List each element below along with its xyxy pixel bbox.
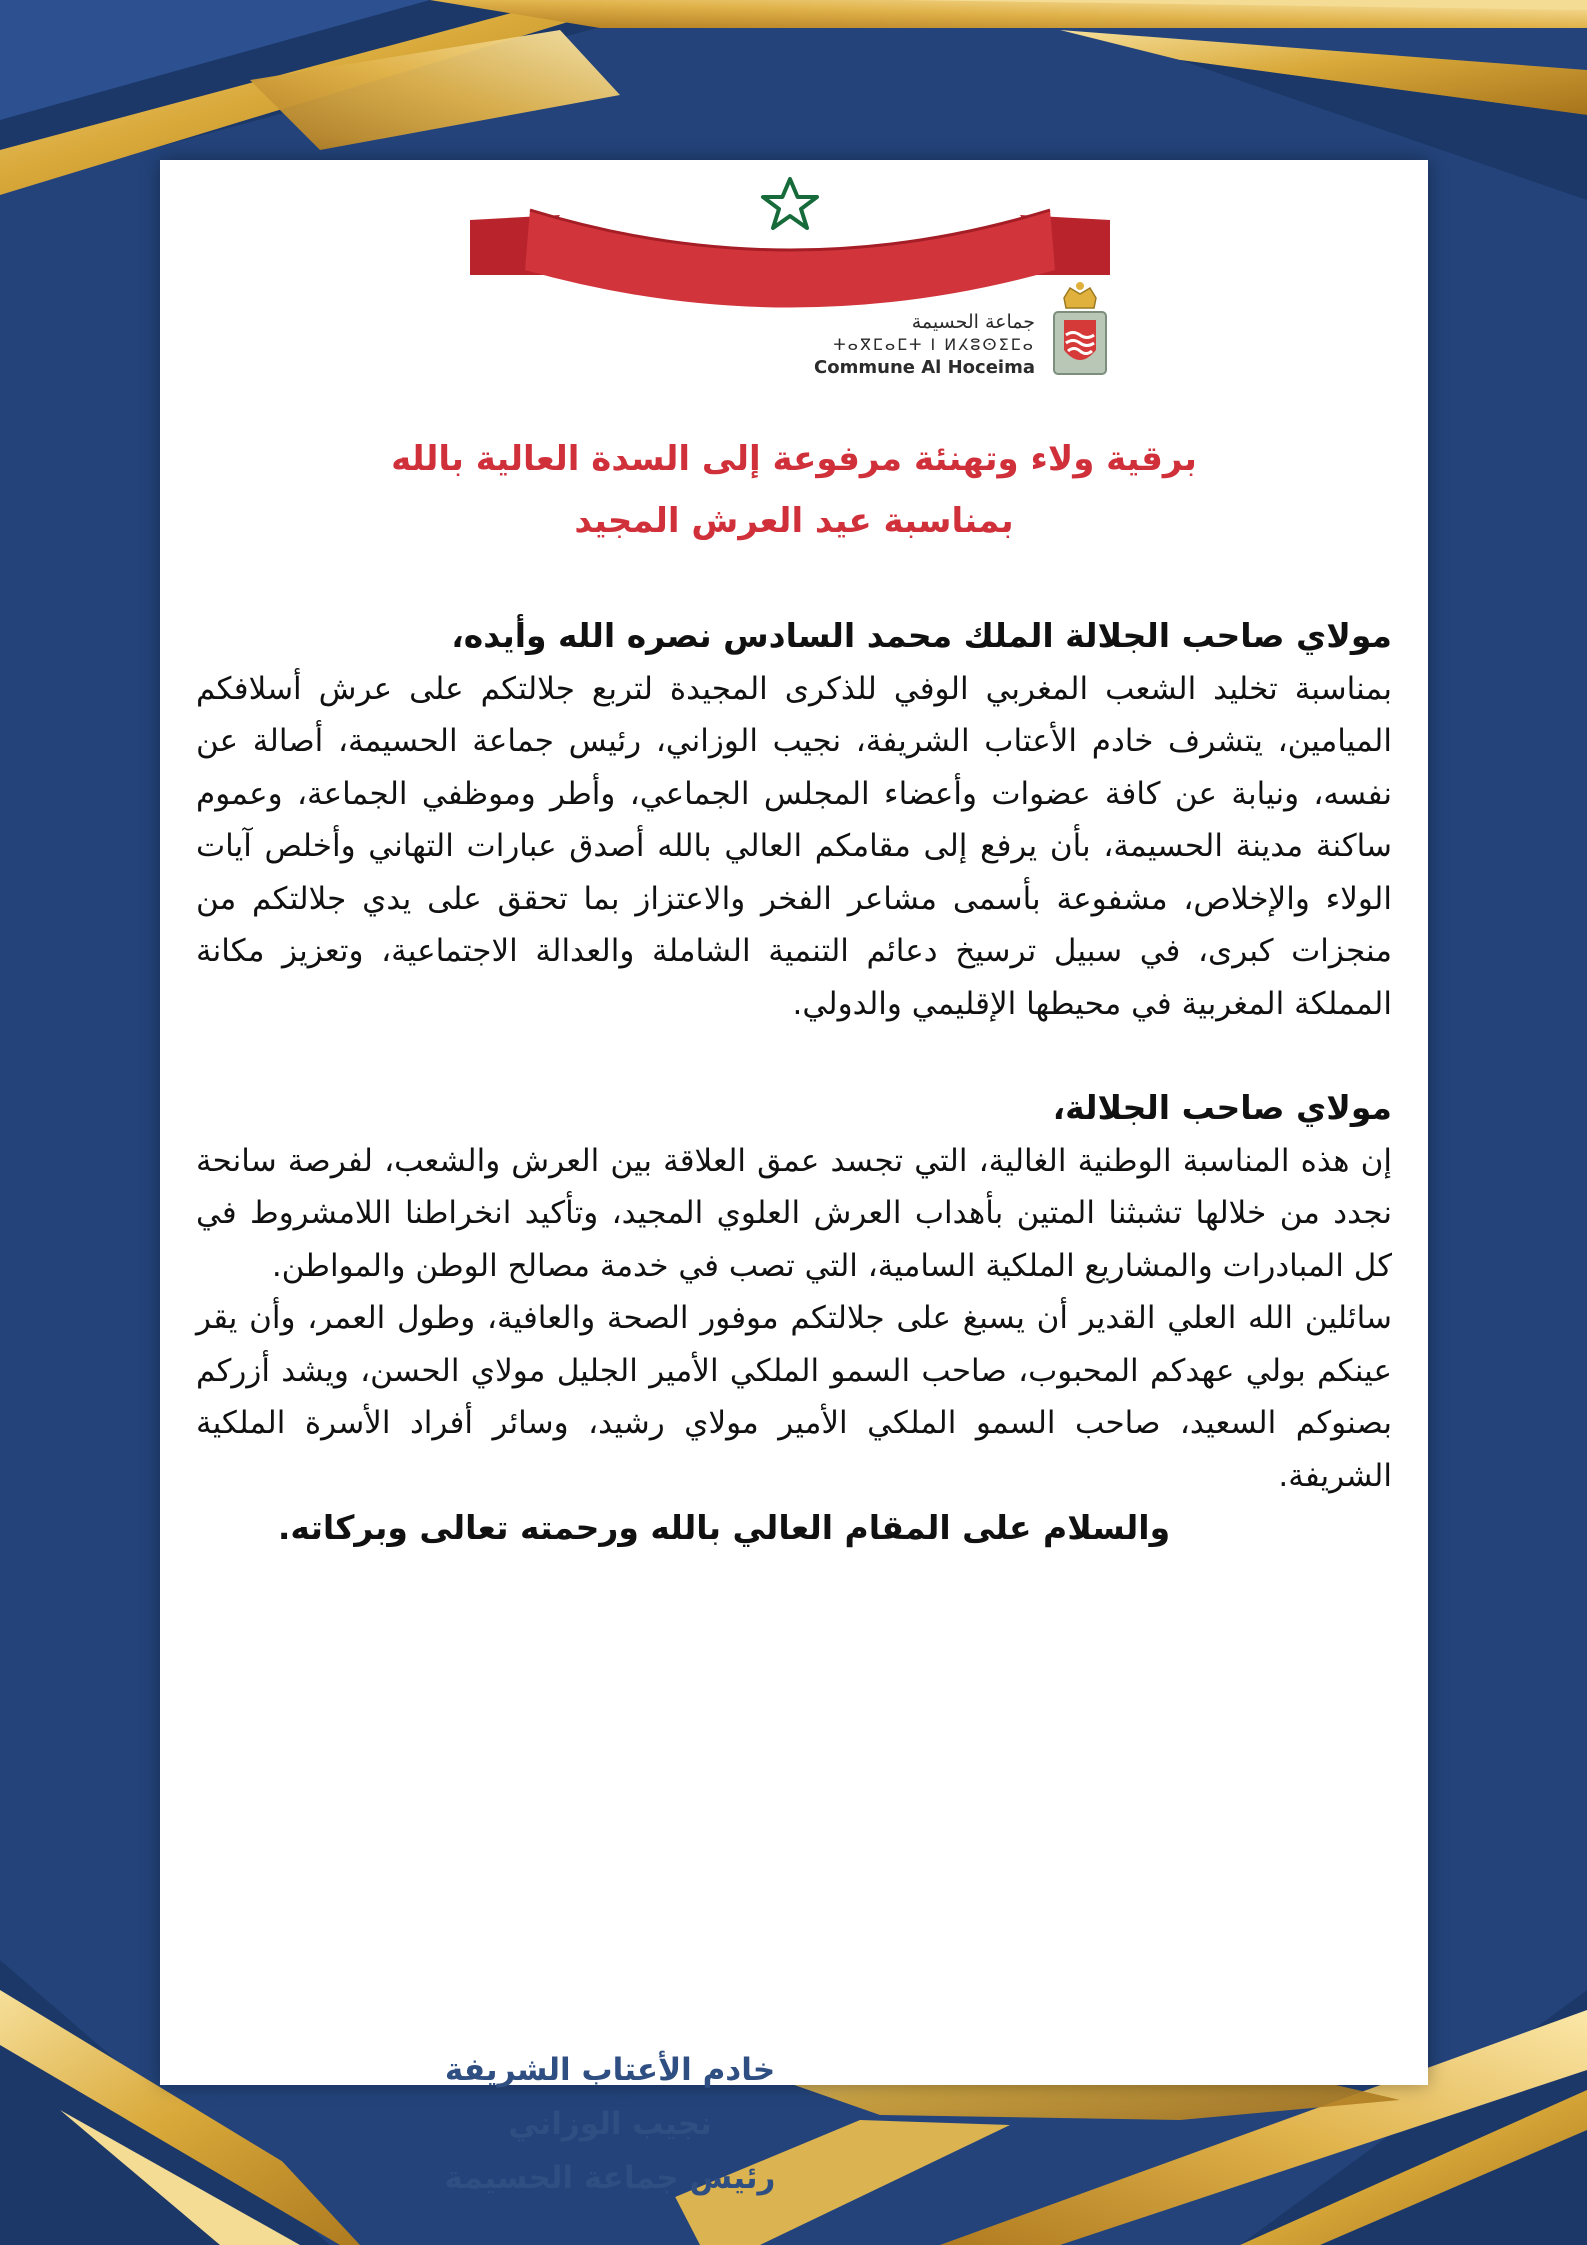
letter-body: [196, 610, 1392, 1555]
commune-name: [735, 310, 1035, 380]
salutation-majesty: مولاي صاحب الجلالة،: [1052, 1088, 1392, 1127]
commune-logo: [650, 270, 1110, 430]
paragraph-3: سائلين الله العلي القدير أن يسبغ على جلالتكم موفور الصحة والعافية، وطول العمر، وأن يقر عينكم بولي عهدكم المحبوب، صاحب السمو الملكي الأمير الجليل مولاي الحسن، ويشد أزركم بصنوكم السعيد، صاحب السمو الملكي الأمير مولاي رشيد، وسائر أفراد الأسرة الملكية الشريفة.: [196, 1300, 1392, 1494]
commune-emblem-icon: [1050, 280, 1110, 380]
title-line-1: برقية ولاء وتهنئة مرفوعة إلى السدة العالية بالله: [391, 439, 1197, 479]
title-line-2: بمناسبة عيد العرش المجيد: [574, 501, 1014, 541]
signature-name: نجيب الوزاني: [508, 2106, 712, 2142]
signature-block: [360, 2043, 860, 2205]
page-title: [220, 428, 1368, 552]
signature-line-1: خادم الأعتاب الشريفة: [444, 2052, 776, 2088]
paragraph-2: إن هذه المناسبة الوطنية الغالية، التي تجسد عمق العلاقة بين العرش والشعب، لفرصة سانحة نجدد من خلالها تشبثنا المتين بأهداب العرش العلوي المجيد، وتأكيد انخراطنا اللامشروط في كل المبادرات والمشاريع الملكية السامية، التي تصب في خدمة مصالح الوطن والمواطن.: [196, 1142, 1392, 1284]
closing-line: والسلام على المقام العالي بالله ورحمته تعالى وبركاته.: [277, 1508, 1171, 1547]
salutation-king: مولاي صاحب الجلالة الملك محمد السادس نصره الله وأيده،: [451, 616, 1392, 655]
green-star-icon: [763, 179, 817, 228]
letter-paper: [160, 160, 1428, 2196]
commune-name-french: Commune Al Hoceima: [814, 357, 1035, 378]
signature-role: رئيس جماعة الحسيمة: [444, 2160, 776, 2196]
paragraph-1: بمناسبة تخليد الشعب المغربي الوفي للذكرى المجيدة لتربع جلالتكم على عرش أسلافكم الميامين، يتشرف خادم الأعتاب الشريفة، نجيب الوزاني، رئيس جماعة الحسيمة، أصالة عن نفسه، ونيابة عن كافة عضوات وأعضاء المجلس الجماعي، وأطر وموظفي الجماعة، وعموم ساكنة مدينة الحسيمة، بأن يرفع إلى مقامكم العالي بالله أصدق عبارات التهاني وأخلص آيات الولاء والإخلاص، مشفوعة بأسمى مشاعر الفخر والاعتزاز بما تحقق على يدي جلالتكم من منجزات كبرى، في سبيل ترسيخ دعائم التنمية الشاملة والعدالة الاجتماعية، وتعزيز مكانة المملكة المغربية في محيطها الإقليمي والدولي.: [196, 670, 1392, 1022]
commune-name-tifinagh: ⵜⴰⴳⵎⴰⵎⵜ ⵏ ⵍⵃⵓⵙⵉⵎⴰ: [833, 335, 1035, 354]
commune-name-arabic: جماعة الحسيمة: [911, 311, 1035, 333]
